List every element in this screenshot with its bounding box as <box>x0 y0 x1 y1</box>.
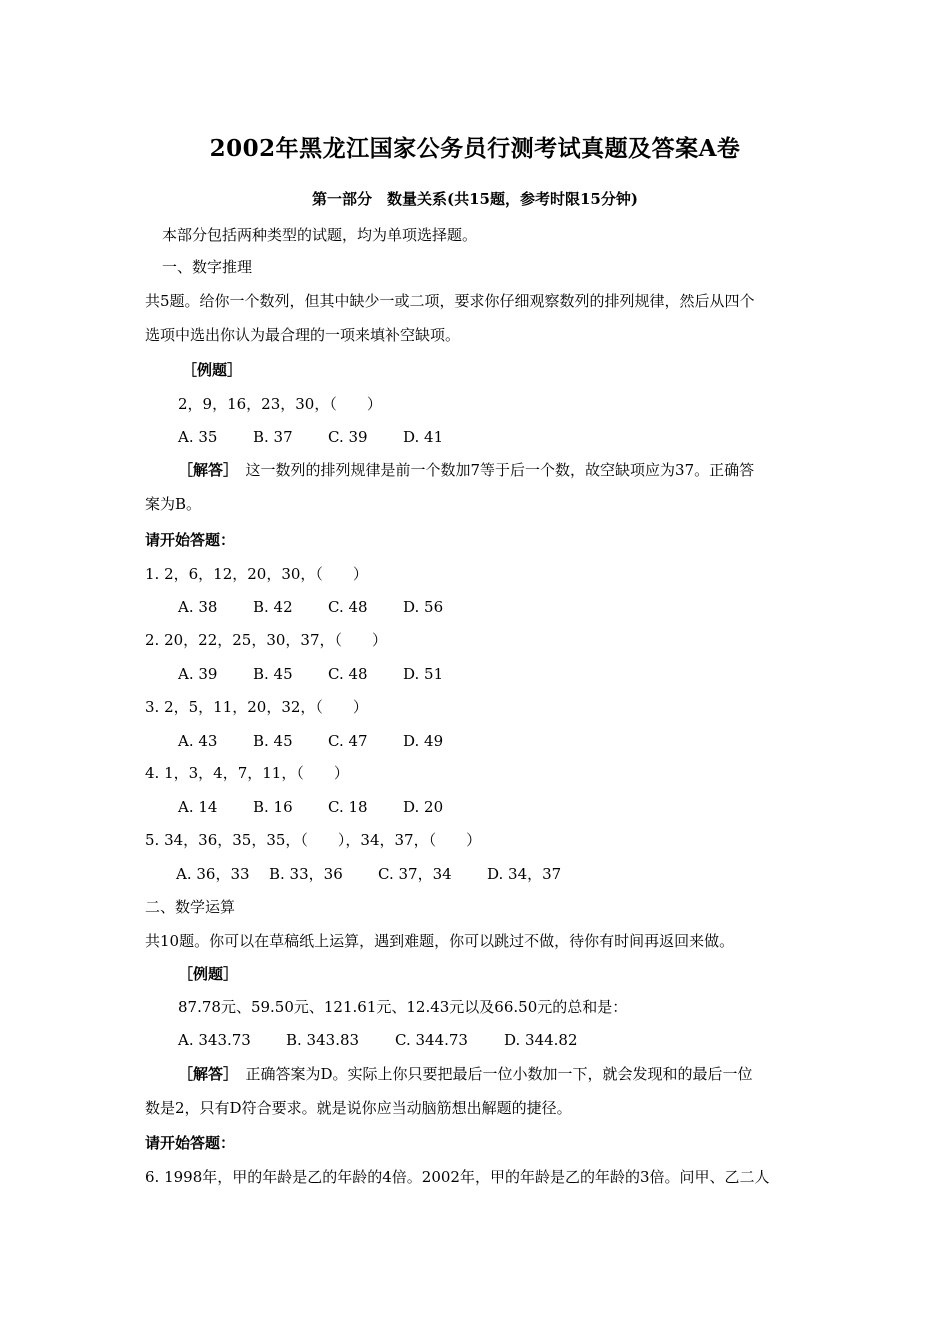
option: C. 344.73 <box>395 1031 468 1049</box>
example-question: 87.78元、59.50元、121.61元、12.43元以及66.50元的总和是： <box>178 998 628 1016</box>
question-1: 1. 2，6，12，20，30，（ ） <box>145 565 368 583</box>
example-options <box>178 1030 578 1050</box>
question-2-options <box>178 664 443 684</box>
option: C. 39 <box>328 428 368 446</box>
question-6: 6. 1998年，甲的年龄是乙的年龄的4倍。2002年，甲的年龄是乙的年龄的3倍。问甲、乙二人 <box>145 1168 770 1186</box>
example-label: ［例题］ <box>178 965 239 983</box>
answer-paragraph <box>178 1064 753 1084</box>
question-3: 3. 2，5，11，20，32，（ ） <box>145 698 368 716</box>
example-options <box>178 427 443 447</box>
answer-text-line2: 案为B。 <box>145 495 202 513</box>
option: D. 51 <box>403 665 444 683</box>
option: A. 14 <box>178 798 218 816</box>
example-label: ［例题］ <box>182 361 243 379</box>
question-4-options <box>178 797 443 817</box>
question-2: 2. 20，22，25，30，37，（ ） <box>145 631 388 649</box>
option: C. 47 <box>328 732 368 750</box>
start-label: 请开始答题： <box>145 1134 236 1152</box>
option: B. 45 <box>253 732 293 750</box>
option: D. 41 <box>403 428 444 446</box>
option: D. 20 <box>403 798 444 816</box>
answer-label: ［解答］ <box>178 1065 231 1083</box>
option: B. 343.83 <box>286 1031 360 1049</box>
option: B. 42 <box>253 598 293 616</box>
question-5-options <box>176 864 561 884</box>
option: C. 48 <box>328 665 368 683</box>
section1-heading: 一、数字推理 <box>162 258 253 276</box>
option: D. 49 <box>403 732 444 750</box>
part-heading: 第一部分 数量关系(共15题，参考时限15分钟) <box>312 190 638 208</box>
option: A. 39 <box>178 665 218 683</box>
option: B. 37 <box>253 428 293 446</box>
option: B. 16 <box>253 798 293 816</box>
intro-text: 本部分包括两种类型的试题，均为单项选择题。 <box>162 226 478 244</box>
answer-text: 正确答案为D。实际上你只要把最后一位小数加一下，就会发现和的最后一位 <box>230 1065 753 1083</box>
question-5: 5. 34，36，35，35，（ ），34，37，（ ） <box>145 831 482 849</box>
option: C. 18 <box>328 798 368 816</box>
section2-heading: 二、数学运算 <box>145 898 236 916</box>
option: A. 38 <box>178 598 218 616</box>
question-1-options <box>178 597 443 617</box>
start-label: 请开始答题： <box>145 531 236 549</box>
option: C. 37，34 <box>378 865 452 883</box>
option: A. 343.73 <box>178 1031 251 1049</box>
section1-description-line2: 选项中选出你认为最合理的一项来填补空缺项。 <box>145 326 461 344</box>
option: B. 45 <box>253 665 293 683</box>
section2-description: 共10题。你可以在草稿纸上运算，遇到难题，你可以跳过不做，待你有时间再返回来做。 <box>145 932 735 950</box>
answer-paragraph <box>178 460 754 480</box>
section1-description-line1: 共5题。给你一个数列，但其中缺少一或二项，要求你仔细观察数列的排列规律，然后从四个 <box>145 292 755 310</box>
option: B. 33，36 <box>269 865 343 883</box>
option: D. 344.82 <box>504 1031 578 1049</box>
option: D. 34，37 <box>487 865 562 883</box>
option: D. 56 <box>403 598 444 616</box>
option: C. 48 <box>328 598 368 616</box>
example-question: 2，9，16，23，30，（ ） <box>178 395 382 413</box>
question-3-options <box>178 731 443 751</box>
option: A. 36，33 <box>176 865 250 883</box>
option: A. 35 <box>178 428 218 446</box>
option: A. 43 <box>178 732 218 750</box>
answer-text-line2: 数是2，只有D符合要求。就是说你应当动脑筋想出解题的捷径。 <box>145 1099 572 1117</box>
document-title: 2002年黑龙江国家公务员行测考试真题及答案A卷 <box>209 135 741 162</box>
answer-label: ［解答］ <box>178 461 231 479</box>
answer-text: 这一数列的排列规律是前一个数加7等于后一个数，故空缺项应为37。正确答 <box>230 461 755 479</box>
question-4: 4. 1，3，4，7，11，（ ） <box>145 764 349 782</box>
